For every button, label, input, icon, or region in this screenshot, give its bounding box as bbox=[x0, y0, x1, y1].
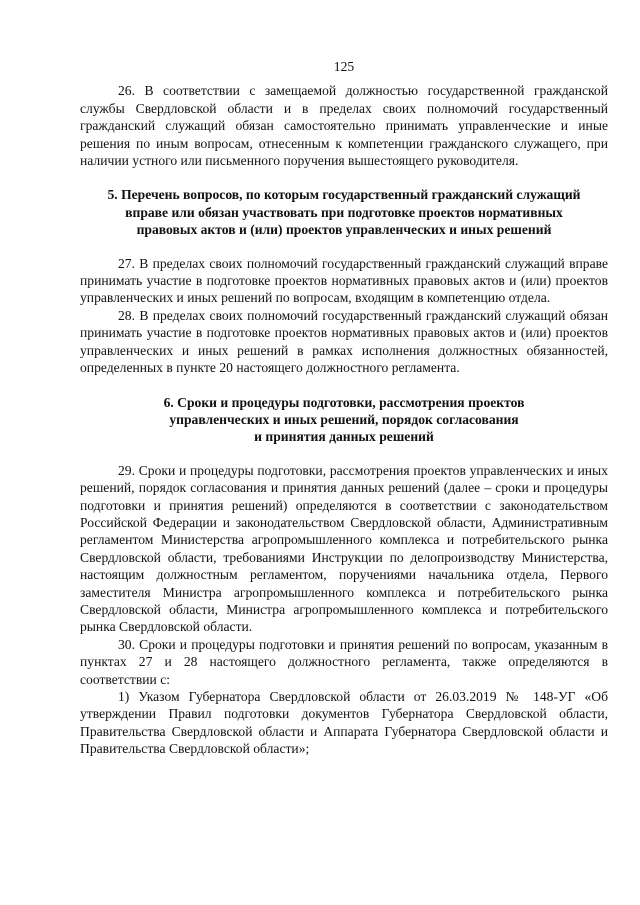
page-number: 125 bbox=[333, 59, 355, 74]
paragraph-29: 29. Сроки и процедуры подготовки, рассмотрения проектов управленческих и иных решений, порядок согласования и принятия данных решений (далее – сроки и процедуры подготовки и принятия решений) определяются в соответствии с законодательством Российской Федерации и законодательством Свердловской области, Административным регламентом Министерства агропромышленного комплекса и потребительского рынка Свердловской области, требованиями Инструкции по делопроизводству Министерства, настоящим должностным регламентом, поручениями начальника отдела, Первого заместителя Министра агропромышленного комплекса и потребительского рынка Свердловской области, Министра агропромышленного комплекса и потребительского рынка Свердловской области. bbox=[80, 462, 608, 635]
section-6-heading: 6. Сроки и процедуры подготовки, рассмотрения проектов управленческих и иных решений, порядок согласования и принятия данных решений bbox=[163, 394, 525, 445]
paragraph-30: 30. Сроки и процедуры подготовки и принятия решений по вопросам, указанным в пунктах 27 и 28 настоящего должностного регламента, также определяются в соответствии с: bbox=[80, 636, 608, 687]
list-item-1: 1) Указом Губернатора Свердловской области от 26.03.2019 № 148-УГ «Об утверждении Правил подготовки документов Губернатора Свердловской области, Правительства Свердловской области и Аппарата Губернатора Свердловской области и Правительства Свердловской области»; bbox=[80, 689, 608, 757]
section-5-heading: 5. Перечень вопросов, по которым государственный гражданский служащий вправе или обязан участвовать при подготовке проектов нормативных правовых актов и (или) проектов управленческих и иных решений bbox=[107, 187, 581, 238]
paragraph-26: 26. В соответствии с замещаемой должностью государственной гражданской службы Свердловской области и в пределах своих полномочий государственный гражданский служащий обязан самостоятельно принимать управленческие и иные решения по иным вопросам, отнесенным к компетенции гражданского служащего, при наличии устного или письменного поручения вышестоящего руководителя. bbox=[80, 83, 608, 169]
paragraph-27: 27. В пределах своих полномочий государственный гражданский служащий вправе принимать участие в подготовке проектов нормативных правовых актов и (или) проектов управленческих и иных решений по вопросам, входящим в компетенцию отдела. bbox=[80, 255, 608, 306]
paragraph-28: 28. В пределах своих полномочий государственный гражданский служащий обязан принимать участие в подготовке проектов нормативных правовых актов и (или) проектов управленческих и иных решений в рамках исполнения должностных обязанностей, определенных в пункте 20 настоящего должностного регламента. bbox=[80, 307, 608, 376]
document-page bbox=[80, 58, 608, 758]
